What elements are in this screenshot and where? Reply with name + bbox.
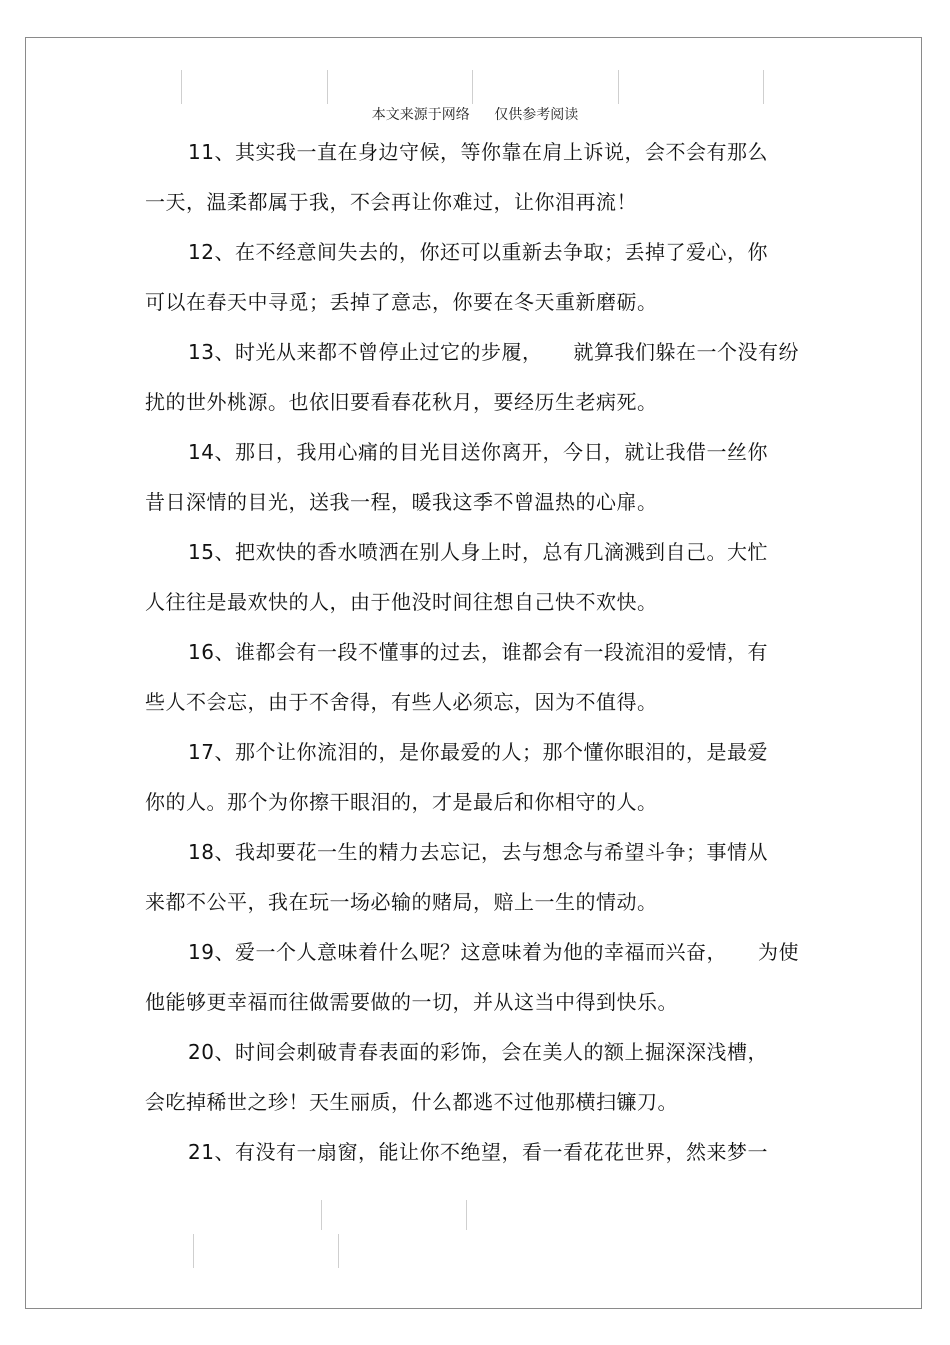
paragraph-17-line-2: 你的人。那个为你擦干眼泪的，才是最后和你相守的人。: [145, 790, 658, 814]
reference-note: 仅供参考阅读: [494, 107, 579, 123]
paragraph-19-line-2: 他能够更幸福而往做需要做的一切，并从这当中得到快乐。: [145, 990, 678, 1014]
paragraph-12-line-2: 可以在春天中寻觅；丢掉了意志，你要在冬天重新磨砺。: [145, 290, 658, 314]
paragraph-13-line-2: 扰的世外桃源。也依旧要看春花秋月，要经历生老病死。: [145, 390, 658, 414]
footer-rule-3: [193, 1234, 194, 1268]
header-rule-5: [763, 70, 764, 104]
paragraph-13-line-1: 13、时光从来都不曾停止过它的步履， 就算我们躲在一个没有纷: [188, 340, 799, 364]
paragraph-18-line-2: 来都不公平，我在玩一场必输的赌局，赔上一生的情动。: [145, 890, 658, 914]
header-rule-4: [618, 70, 619, 104]
paragraph-14-line-1: 14、那日，我用心痛的目光目送你离开，今日，就让我借一丝你: [188, 440, 768, 464]
paragraph-19-line-1: 19、爱一个人意味着什么呢？这意味着为他的幸福而兴奋， 为使: [188, 940, 799, 964]
paragraph-15-line-1: 15、把欢快的香水喷洒在别人身上时，总有几滴溅到自己。大忙: [188, 540, 768, 564]
paragraph-11-line-2: 一天，温柔都属于我，不会再让你难过，让你泪再流！: [145, 190, 637, 214]
paragraph-12-line-1: 12、在不经意间失去的，你还可以重新去争取；丢掉了爱心，你: [188, 240, 768, 264]
source-note: 本文来源于网络: [371, 107, 470, 123]
paragraph-16-line-1: 16、谁都会有一段不懂事的过去，谁都会有一段流泪的爱情，有: [188, 640, 768, 664]
header-rule-2: [327, 70, 328, 104]
paragraph-14-line-2: 昔日深情的目光，送我一程，暖我这季不曾温热的心扉。: [145, 490, 658, 514]
header-rule-1: [181, 70, 182, 104]
paragraph-11-line-1: 11、其实我一直在身边守候，等你靠在肩上诉说，会不会有那么: [188, 140, 768, 164]
footer-rule-4: [338, 1234, 339, 1268]
footer-rule-1: [321, 1200, 322, 1230]
header-note: [0, 104, 950, 124]
document-body: [145, 132, 815, 1182]
paragraph-15-line-2: 人往往是最欢快的人，由于他没时间往想自己快不欢快。: [145, 590, 658, 614]
paragraph-18-line-1: 18、我却要花一生的精力去忘记，去与想念与希望斗争；事情从: [188, 840, 768, 864]
paragraph-16-line-2: 些人不会忘，由于不舍得，有些人必须忘，因为不值得。: [145, 690, 658, 714]
paragraph-17-line-1: 17、那个让你流泪的，是你最爱的人；那个懂你眼泪的，是最爱: [188, 740, 768, 764]
paragraph-20-line-1: 20、时间会刺破青春表面的彩饰，会在美人的额上掘深深浅槽，: [188, 1040, 768, 1064]
footer-rule-2: [466, 1200, 467, 1230]
paragraph-21-line-1: 21、有没有一扇窗，能让你不绝望，看一看花花世界，然来梦一: [188, 1140, 768, 1164]
header-rule-3: [472, 70, 473, 104]
paragraph-20-line-2: 会吃掉稀世之珍！天生丽质，什么都逃不过他那横扫镰刀。: [145, 1090, 678, 1114]
